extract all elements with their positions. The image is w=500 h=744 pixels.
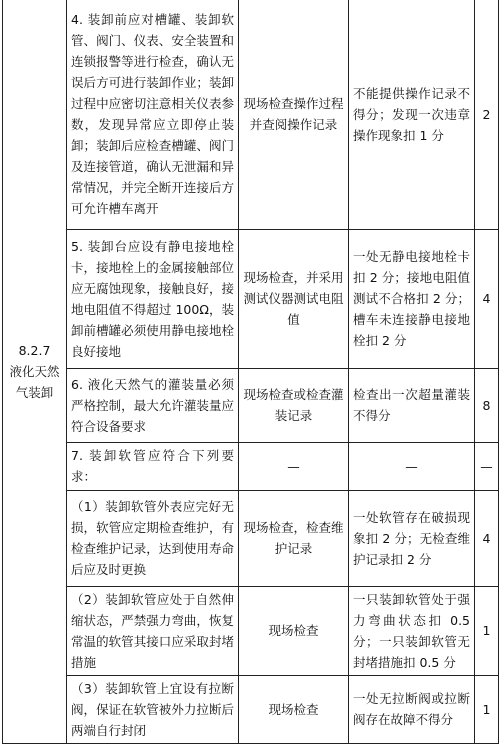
table-row [3, 368, 499, 442]
section-number: 8.2.7 [18, 342, 51, 358]
criteria-cell: — [349, 442, 475, 490]
requirement-cell: 5. 装卸台应设有静电接地栓卡，接地栓上的金属接触部位应无腐蚀现象，接触良好，接地电阻值不得超过 100Ω，装卸前槽罐必须使用静电接地栓良好接地 [67, 229, 239, 368]
method-cell: 现场检查，检查维护记录 [239, 490, 349, 586]
points-cell: 8 [475, 368, 499, 442]
table-row [3, 675, 499, 743]
criteria-cell: 一只装卸软管处于强力弯曲状态扣 0.5 分；一只装卸软管无封堵措施扣 0.5 分 [349, 586, 475, 675]
points-cell: 4 [475, 490, 499, 586]
criteria-cell: 不能提供操作记录不得分；发现一次违章操作现象扣 1 分 [349, 0, 475, 229]
points-cell: 2 [475, 0, 499, 229]
criteria-cell: 检查出一次超量灌装不得分 [349, 368, 475, 442]
table-row [3, 0, 499, 229]
inspection-table [2, 0, 499, 744]
criteria-cell: 一处软管存在破损现象扣 2 分；无检查维护记录扣 2 分 [349, 490, 475, 586]
section-title-line2: 气装卸 [15, 384, 54, 400]
requirement-cell: （3）装卸软管上宜设有拉断阀，保证在软管被外力拉断后两端自行封闭 [67, 675, 239, 743]
method-cell: 现场检查或检查灌装记录 [239, 368, 349, 442]
section-title-line1: 液化天然 [9, 363, 60, 379]
requirement-cell: 7. 装卸软管应符合下列要求： [67, 442, 239, 490]
points-cell: 1 [475, 675, 499, 743]
method-cell: 现场检查 [239, 586, 349, 675]
points-cell: 1 [475, 586, 499, 675]
points-cell: — [475, 442, 499, 490]
criteria-cell: 一处无拉断阀或拉断阀存在故障不得分 [349, 675, 475, 743]
requirement-cell: 6. 液化天然气的灌装量必须严格控制，最大允许灌装量应符合设备要求 [67, 368, 239, 442]
method-cell: 现场检查，并采用测试仪器测试电阻值 [239, 229, 349, 368]
table-row [3, 442, 499, 490]
table-row [3, 586, 499, 675]
requirement-cell: （1）装卸软管外表应完好无损，软管应定期检查维护，有检查维护记录，达到使用寿命后应及时更换 [67, 490, 239, 586]
method-cell: 现场检查操作过程并查阅操作记录 [239, 0, 349, 229]
section-cell [3, 0, 67, 743]
table-row [3, 490, 499, 586]
requirement-cell: （2）装卸软管应处于自然伸缩状态，严禁强力弯曲，恢复常温的软管其接口应采取封堵措施 [67, 586, 239, 675]
points-cell: 4 [475, 229, 499, 368]
table-row [3, 229, 499, 368]
criteria-cell: 一处无静电接地栓卡扣 2 分；接地电阻值测试不合格扣 2 分；槽车未连接静电接地栓扣 2 分 [349, 229, 475, 368]
method-cell: — [239, 442, 349, 490]
method-cell: 现场检查 [239, 675, 349, 743]
requirement-cell: 4. 装卸前应对槽罐、装卸软管、阀门、仪表、安全装置和连锁报警等进行检查，确认无误后方可进行装卸作业；装卸过程中应密切注意相关仪表参数，发现异常应立即停止装卸；装卸后应检查槽罐、阀门及连接管道，确认无泄漏和异常情况，并完全断开连接后方可允许槽车离开 [67, 0, 239, 229]
